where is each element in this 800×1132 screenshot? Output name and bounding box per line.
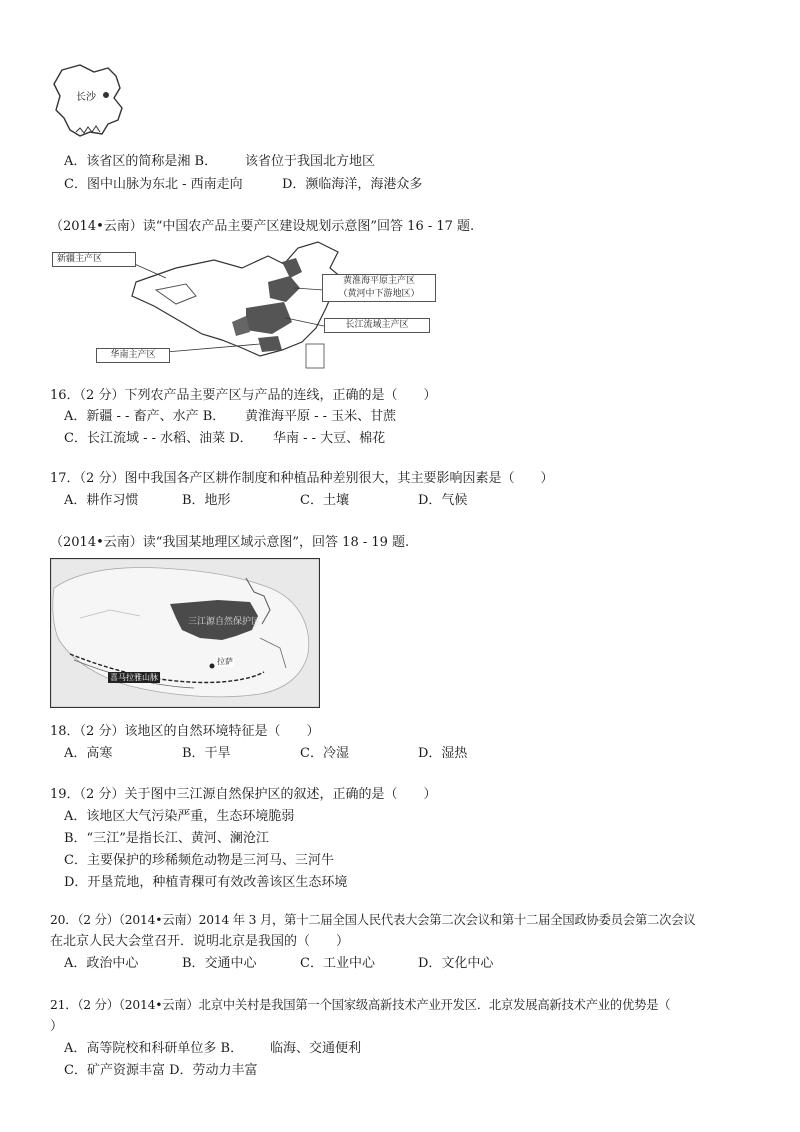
q17-stem: 17．（2 分）图中我国各产区耕作制度和种植品种差别很大，其主要影响因素是（ ）: [50, 471, 554, 486]
q17-option-a: A．耕作习惯: [64, 493, 139, 508]
q21-option-c: C．矿产资源丰富 D．劳动力丰富: [64, 1063, 258, 1078]
range-label: 喜马拉雅山脉: [110, 673, 158, 682]
q20-stem-line1: 20．（2 分）（2014•云南）2014 年 3 月，第十二届全国人民代表大会第二次会议和第十二届全国政协委员会第二次会议: [50, 913, 696, 927]
china-agri-map: [46, 238, 446, 373]
q18-option-c: C．冷湿: [300, 746, 349, 761]
q16-stem: 16．（2 分）下列农产品主要产区与产品的连线，正确的是（ ）: [50, 388, 437, 403]
q19-option-c: C．主要保护的珍稀频危动物是三河马、三河牛: [64, 853, 334, 868]
q20-option-d: D．文化中心: [418, 956, 494, 971]
hunan-map: [50, 62, 140, 144]
huanan-label: 华南主产区: [96, 348, 170, 363]
xinjiang-label: 新疆主产区: [52, 252, 136, 267]
q18-stem: 18．（2 分）该地区的自然环境特征是（ ）: [50, 724, 320, 739]
q15-option-a: A．该省区的简称是湘 B．: [64, 154, 218, 169]
tibet-region-map: [50, 558, 320, 708]
q21-option-b: 临海、交通便利: [270, 1041, 362, 1056]
q15-option-c: C．图中山脉为东北 - 西南走向: [64, 177, 243, 192]
q15-option-b: 该省位于我国北方地区: [245, 154, 376, 169]
reserve-label: 三江源自然保护区: [188, 617, 261, 627]
q17-option-c: C．土壤: [300, 493, 349, 508]
q20-option-a: A．政治中心: [64, 956, 139, 971]
huanghuai-subtitle: （黄河中下游地区）: [338, 289, 420, 299]
q21-stem-line2: ）: [50, 1019, 64, 1034]
q19-option-a: A．该地区大气污染严重，生态环境脆弱: [64, 809, 295, 824]
q19-option-b: B．“三江”是指长江、黄河、澜沧江: [64, 831, 269, 846]
q19-stem: 19．（2 分）关于图中三江源自然保护区的叙述，正确的是（ ）: [50, 787, 437, 802]
q20-stem-line2: 在北京人民大会堂召开．说明北京是我国的（ ）: [50, 934, 350, 949]
q19-option-d: D．开垦荒地，种植青稞可有效改善该区生态环境: [64, 875, 348, 890]
q20-option-b: B．交通中心: [182, 956, 257, 971]
q17-option-b: B．地形: [182, 493, 231, 508]
intro-18-19: （2014•云南）读“我国某地理区域示意图”，回答 18 - 19 题.: [50, 535, 410, 550]
changjiang-label: 长江流域主产区: [324, 318, 430, 333]
q16-option-c: C．长江流域 - - 水稻、油菜 D．: [64, 431, 253, 446]
q20-option-c: C．工业中心: [300, 956, 375, 971]
q21-option-a: A．高等院校和科研单位多 B．: [64, 1041, 244, 1056]
huanghuai-label: [322, 274, 436, 302]
q16-option-a: A．新疆 - - 畜产、水产 B．: [64, 409, 226, 424]
huanghuai-title: 黄淮海平原主产区: [342, 276, 415, 286]
q21-stem-line1: 21．（2 分）（2014•云南）北京中关村是我国第一个国家级高新技术产业开发区．北京发展高新技术产业的优势是（: [50, 998, 671, 1012]
q18-option-a: A．高寒: [64, 746, 113, 761]
q16-option-d: 华南 - - 大豆、棉花: [273, 431, 386, 446]
q15-option-d: D．濒临海洋，海港众多: [282, 177, 423, 192]
q18-option-b: B．干旱: [182, 746, 231, 761]
q16-option-b: 黄淮海平原 - - 玉米、甘蔗: [245, 409, 397, 424]
q18-option-d: D．湿热: [418, 746, 468, 761]
city-label: 长沙: [76, 92, 96, 103]
intro-16-17: （2014•云南）读“中国农产品主要产区建设规划示意图”回答 16 - 17 题.: [50, 219, 475, 234]
lhasa-label: 拉萨: [217, 657, 233, 666]
q17-option-d: D．气候: [418, 493, 468, 508]
